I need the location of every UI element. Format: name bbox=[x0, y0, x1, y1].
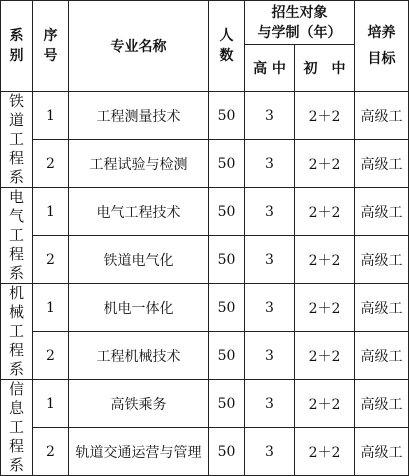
table-row bbox=[1, 188, 409, 236]
header-high: 高 中 bbox=[245, 45, 295, 92]
high-cell: 3 bbox=[245, 188, 295, 236]
header-count: 人 数 bbox=[209, 1, 245, 92]
table-row bbox=[1, 140, 409, 188]
header-major: 专业名称 bbox=[69, 1, 209, 92]
header-seq: 序 号 bbox=[33, 1, 69, 92]
count-cell: 50 bbox=[209, 332, 245, 380]
dept-cell: 铁 道 工 程 系 bbox=[1, 92, 33, 188]
count-cell: 50 bbox=[209, 236, 245, 284]
major-cell: 工程试验与检测 bbox=[69, 140, 209, 188]
middle-cell: 2＋2 bbox=[295, 428, 355, 476]
seq-cell: 1 bbox=[33, 284, 69, 332]
major-cell: 工程测量技术 bbox=[69, 92, 209, 140]
middle-cell: 2＋2 bbox=[295, 92, 355, 140]
header-goal: 培养 目标 bbox=[355, 1, 409, 92]
major-cell: 轨道交通运营与管理 bbox=[69, 428, 209, 476]
seq-cell: 2 bbox=[33, 332, 69, 380]
middle-cell: 2＋2 bbox=[295, 332, 355, 380]
count-cell: 50 bbox=[209, 92, 245, 140]
high-cell: 3 bbox=[245, 236, 295, 284]
high-cell: 3 bbox=[245, 332, 295, 380]
table-row bbox=[1, 92, 409, 140]
table-row bbox=[1, 380, 409, 428]
high-cell: 3 bbox=[245, 140, 295, 188]
high-cell: 3 bbox=[245, 92, 295, 140]
seq-cell: 2 bbox=[33, 428, 69, 476]
middle-cell: 2＋2 bbox=[295, 188, 355, 236]
goal-cell: 高级工 bbox=[355, 236, 409, 284]
seq-cell: 2 bbox=[33, 236, 69, 284]
table-row bbox=[1, 236, 409, 284]
dept-cell: 机 械 工 程 系 bbox=[1, 284, 33, 380]
major-cell: 高铁乘务 bbox=[69, 380, 209, 428]
count-cell: 50 bbox=[209, 380, 245, 428]
count-cell: 50 bbox=[209, 284, 245, 332]
header-dept: 系 别 bbox=[1, 1, 33, 92]
count-cell: 50 bbox=[209, 140, 245, 188]
goal-cell: 高级工 bbox=[355, 428, 409, 476]
seq-cell: 1 bbox=[33, 380, 69, 428]
table-row bbox=[1, 284, 409, 332]
middle-cell: 2＋2 bbox=[295, 284, 355, 332]
goal-cell: 高级工 bbox=[355, 380, 409, 428]
seq-cell: 2 bbox=[33, 140, 69, 188]
goal-cell: 高级工 bbox=[355, 92, 409, 140]
table-row bbox=[1, 428, 409, 476]
seq-cell: 1 bbox=[33, 188, 69, 236]
major-cell: 工程机械技术 bbox=[69, 332, 209, 380]
dept-cell: 电 气 工 程 系 bbox=[1, 188, 33, 284]
high-cell: 3 bbox=[245, 380, 295, 428]
major-cell: 铁道电气化 bbox=[69, 236, 209, 284]
goal-cell: 高级工 bbox=[355, 332, 409, 380]
dept-cell: 信 息 工 程 系 bbox=[1, 380, 33, 476]
header-enroll: 招生对象 与学制（年） bbox=[245, 1, 355, 45]
goal-cell: 高级工 bbox=[355, 188, 409, 236]
middle-cell: 2＋2 bbox=[295, 236, 355, 284]
count-cell: 50 bbox=[209, 428, 245, 476]
goal-cell: 高级工 bbox=[355, 140, 409, 188]
seq-cell: 1 bbox=[33, 92, 69, 140]
middle-cell: 2＋2 bbox=[295, 380, 355, 428]
major-cell: 机电一体化 bbox=[69, 284, 209, 332]
header-middle: 初 中 bbox=[295, 45, 355, 92]
middle-cell: 2＋2 bbox=[295, 140, 355, 188]
major-cell: 电气工程技术 bbox=[69, 188, 209, 236]
count-cell: 50 bbox=[209, 188, 245, 236]
table-row bbox=[1, 332, 409, 380]
goal-cell: 高级工 bbox=[355, 284, 409, 332]
high-cell: 3 bbox=[245, 284, 295, 332]
high-cell: 3 bbox=[245, 428, 295, 476]
